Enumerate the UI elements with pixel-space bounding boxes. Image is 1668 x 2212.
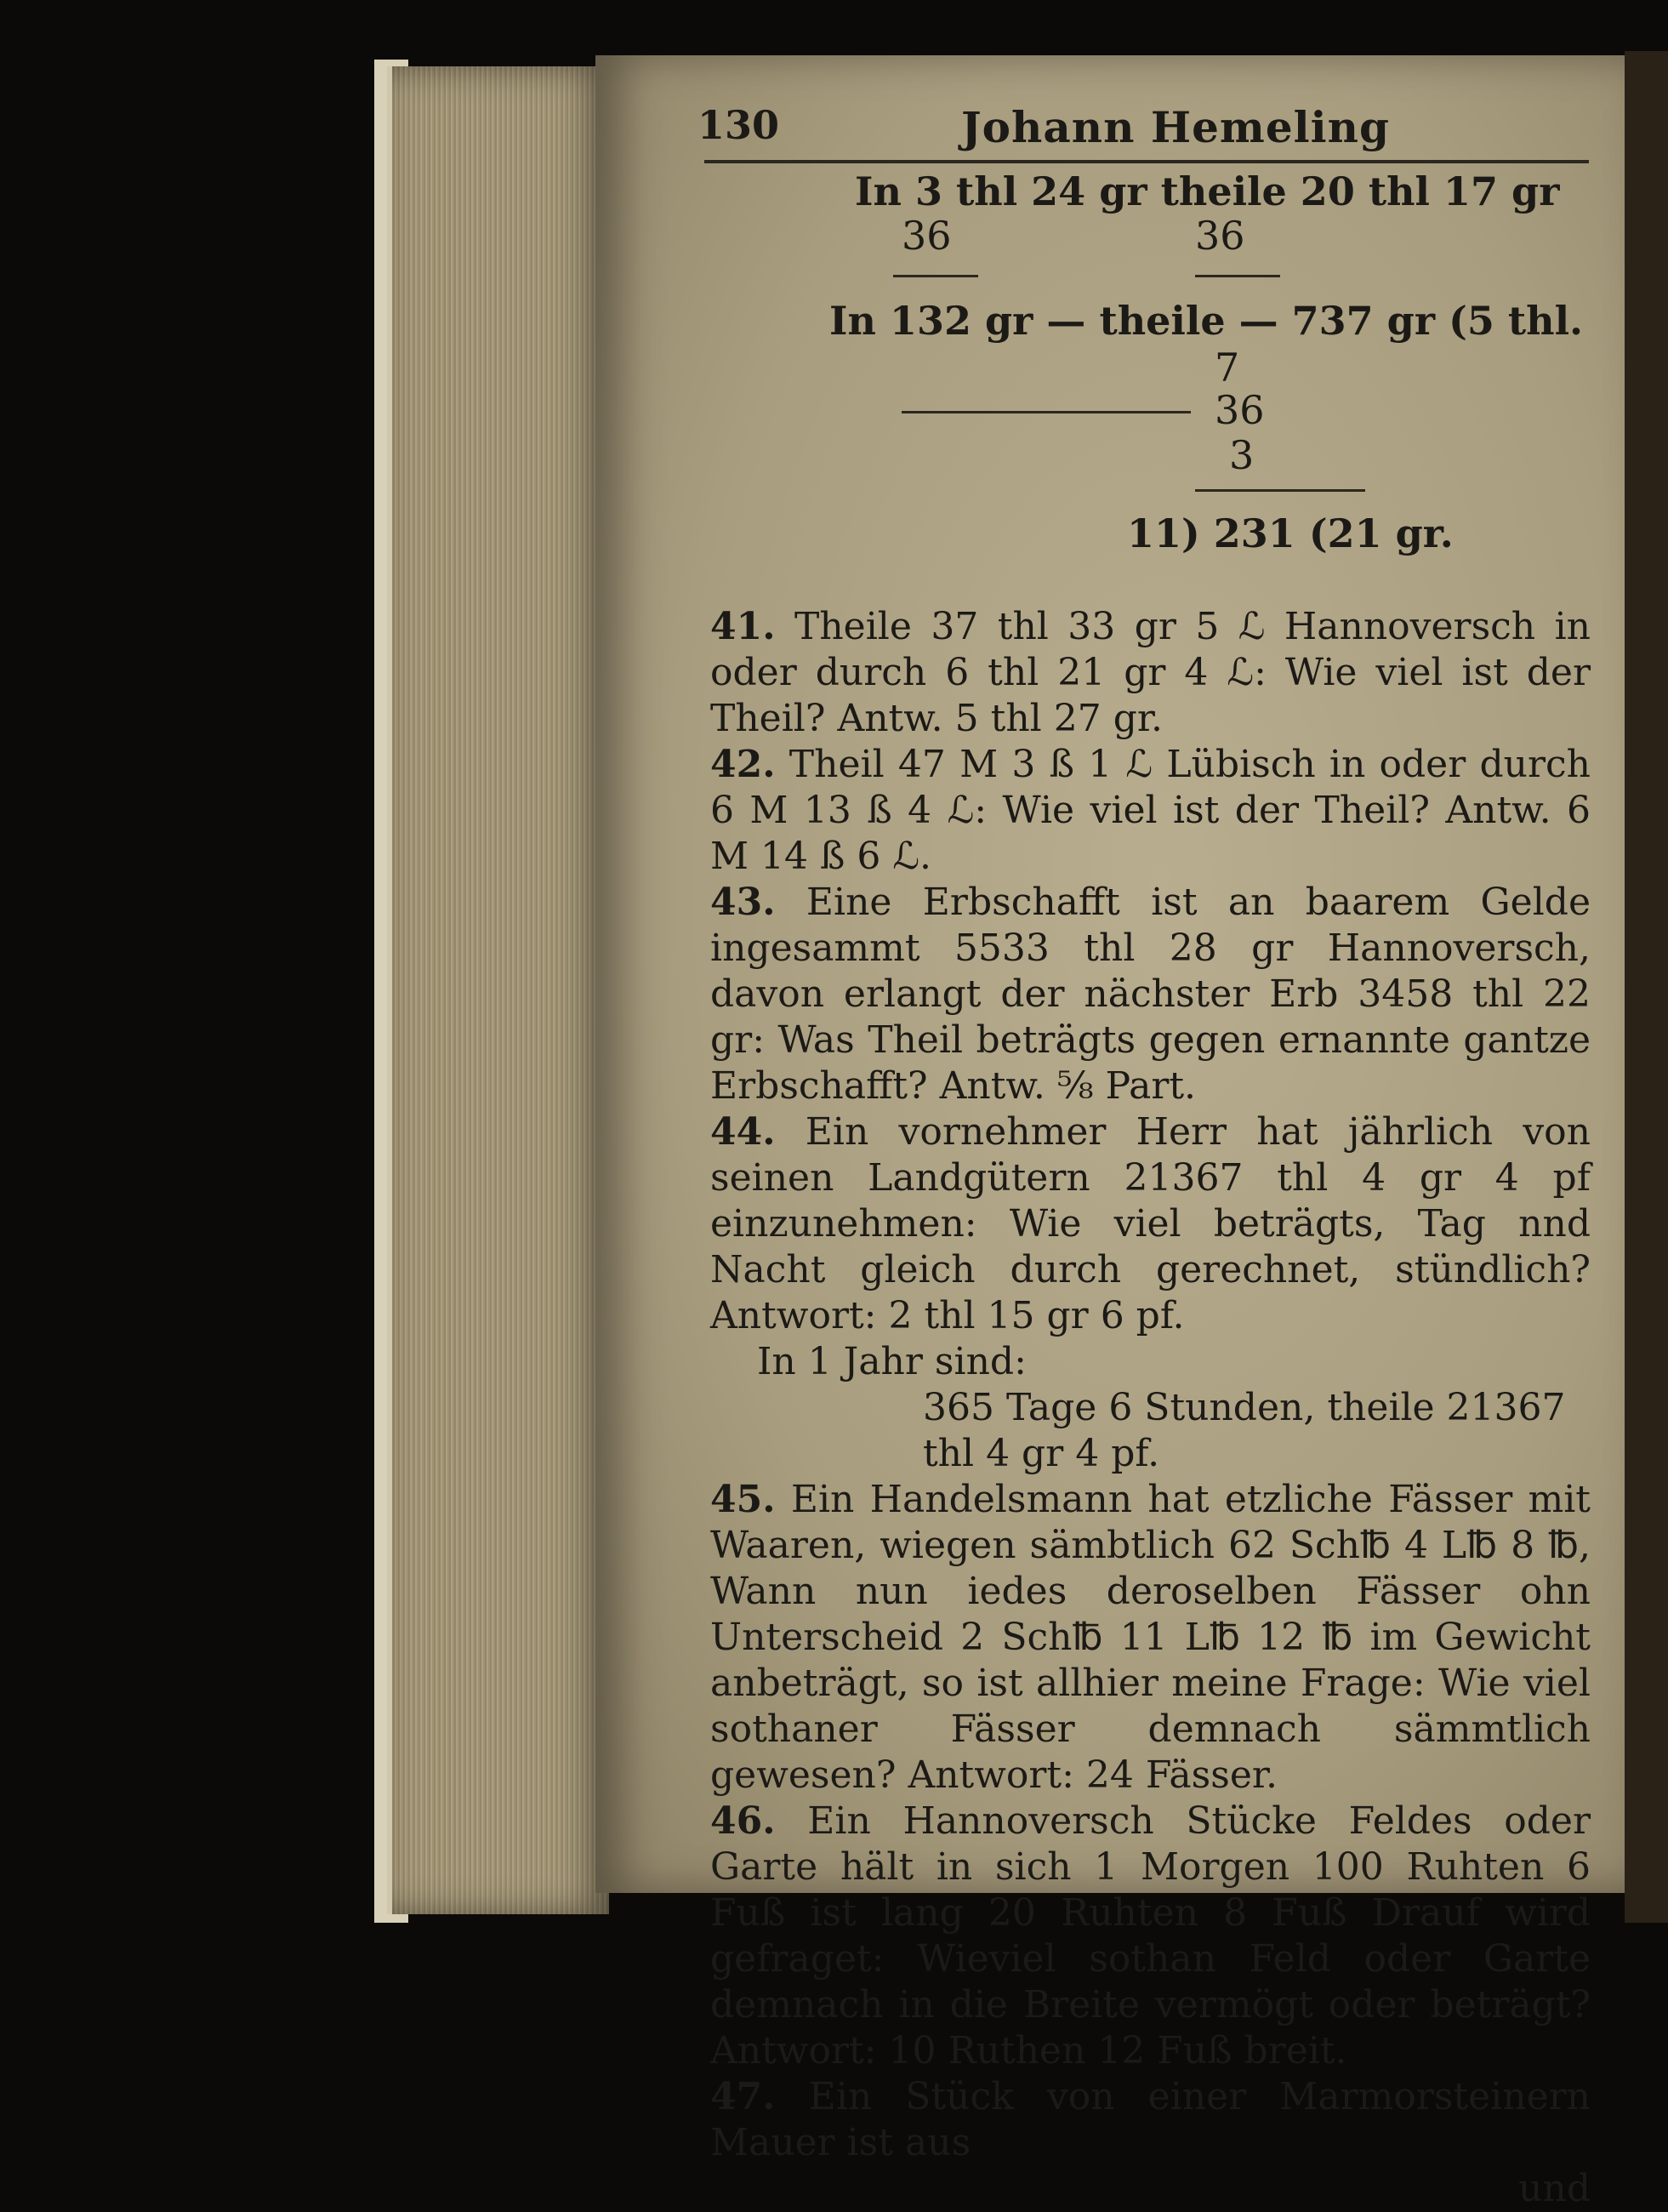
running-head: Johann Hemeling [961,102,1390,152]
calc-line-7: 11) 231 (21 gr. [1127,510,1454,556]
calc-line-4: 7 [1215,345,1240,391]
body-text [710,604,1591,2212]
page-header [697,102,1586,153]
note-days: 365 Tage 6 Stunden, theile 21367 thl 4 gr 4 pf. [923,1386,1566,1475]
calc-line-2-right: 36 [1195,213,1245,259]
calc-line-6: 3 [1229,432,1255,478]
gutter-shadow [1625,51,1668,1923]
catchword: und [1518,2167,1591,2210]
page-block-edges [387,66,609,1914]
calc-bar-4 [1195,489,1365,492]
problem-45: 45. Ein Handelsmann hat etzliche Fässer mit Waaren, wiegen sämbtlich 62 Sch℔ 4 L℔ 8 ℔, Wann nun iedes deroselben Fässer ohn Unterscheid 2 Sch℔ 11 L℔ 12 ℔ im Gewicht anbeträgt, so ist allhier meine Frage: Wie viel sothaner Fässer demnach sämmtlich gewesen? Antwort: 24 Fässer. [710,1478,1591,1797]
problem-44: 44. Ein vornehmer Herr hat jährlich von seinen Landgütern 21367 thl 4 gr 4 pf einzunehmen: Wie viel beträgts, Tag nnd Nacht gleich durch gerechnet, stündlich? Antwort: 2 thl 15 gr 6 pf. [710,1110,1591,1337]
calc-bar-2 [1195,275,1280,277]
page-number: 130 [697,102,780,148]
calc-line-3: In 132 gr — theile — 737 gr (5 thl. [829,298,1584,344]
problem-46: 46. Ein Hannoversch Stücke Feldes oder Garte hält in sich 1 Morgen 100 Ruhten 6 Fuß ist lang 20 Ruhten 8 Fuß Drauf wird gefraget: Wieviel sothan Feld oder Garte demnach in die Breite vermögt oder beträgt? Antwort: 10 Ruthen 12 Fuß breit. [710,1799,1591,2072]
calc-bar-3 [902,411,1191,413]
note-year: In 1 Jahr sind: [757,1340,1027,1383]
calc-line-1: In 3 thl 24 gr theile 20 thl 17 gr [855,168,1560,214]
problem-47: 47. Ein Stück von einer Marmorsteinern Mauer ist aus [710,2075,1591,2164]
header-rule [704,160,1589,163]
problem-42: 42. Theil 47 M 3 ß 1 ℒ Lübisch in oder durch 6 M 13 ß 4 ℒ: Wie viel ist der Theil? Antw. 6 M 14 ß 6 ℒ. [710,743,1591,878]
problem-43: 43. Eine Erbschafft ist an baarem Gelde ingesammt 5533 thl 28 gr Hannoversch, davon erlangt der nächster Erb 3458 thl 22 gr: Was Theil beträgts gegen ernannte gantze Erbschafft? Antw. ⅝ Part. [710,881,1591,1108]
calc-line-2-left: 36 [902,213,952,259]
problem-41: 41. Theile 37 thl 33 gr 5 ℒ Hannoversch in oder durch 6 thl 21 gr 4 ℒ: Wie viel ist der Theil? Antw. 5 thl 27 gr. [710,605,1591,740]
calc-bar-1 [893,275,978,277]
calc-line-5: 36 [1215,387,1265,433]
